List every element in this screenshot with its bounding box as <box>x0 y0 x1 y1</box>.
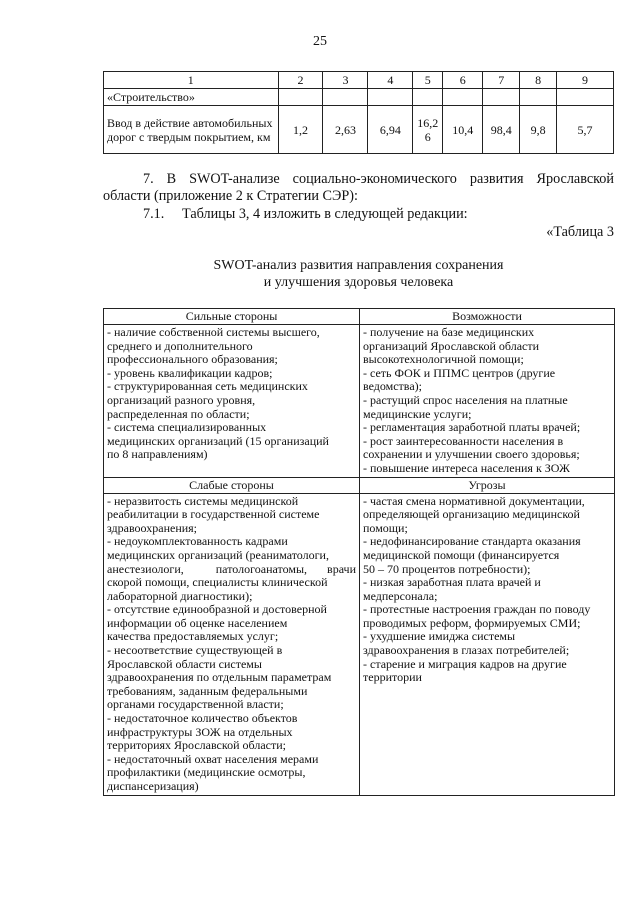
swot-line: - недофинансирование стандарта оказания <box>363 534 581 549</box>
strengths-header: Сильные стороны <box>104 309 360 325</box>
swot-line: - несоответствие существующей в <box>107 643 283 658</box>
swot-line: здравоохранения по отдельным параметрам <box>107 670 332 685</box>
header-cell: 8 <box>520 72 557 89</box>
swot-line: медицинских организаций (15 организаций <box>107 433 329 448</box>
swot-line: распределенная по области; <box>107 406 250 421</box>
swot-line: - недостаточный охват населения мерами <box>107 751 319 766</box>
swot-line: - получение на базе медицинских <box>363 325 535 339</box>
swot-line: - повышение интереса населения к ЗОЖ <box>363 460 570 475</box>
value-cell: 98,4 <box>483 106 520 154</box>
swot-line: - низкая заработная плата врачей и <box>363 575 541 590</box>
weaknesses-header: Слабые стороны <box>104 477 360 493</box>
swot-line: по 8 направлениям) <box>107 447 208 462</box>
swot-line: территориях Ярославской области; <box>107 738 286 753</box>
swot-title: SWOT-анализ развития направления сохранения и улучшения здоровья человека <box>213 258 504 290</box>
swot-line: требованиям, заданным федеральными <box>107 683 308 698</box>
value-cell: 9,8 <box>520 106 557 154</box>
swot-line: - частая смена нормативной документации, <box>363 493 585 508</box>
swot-line: - протестные настроения граждан по поводу <box>363 602 591 617</box>
swot-line: сохранении и улучшении своего здоровья; <box>363 447 580 462</box>
weaknesses-cell <box>104 493 360 795</box>
table-section-row <box>104 89 614 106</box>
indicator-table <box>103 71 614 154</box>
swot-line: диспансеризация) <box>107 779 199 793</box>
swot-line: анестезиологи, патологоанатомы, врачи <box>107 561 356 576</box>
opportunities-header: Возможности <box>360 309 615 325</box>
header-cell: 5 <box>413 72 443 89</box>
swot-line: медицинской помощи (финансируется <box>363 547 560 562</box>
swot-line: здравоохранения в глазах потребителей; <box>363 643 570 658</box>
swot-line: - недостаточное количество объектов <box>107 711 298 726</box>
swot-line: определяющей организацию медицинской <box>363 507 580 522</box>
swot-line: - рост заинтересованности населения в <box>363 433 564 448</box>
swot-line: среднего и дополнительного <box>107 338 253 353</box>
section-label: «Строительство» <box>104 89 279 106</box>
header-cell: 7 <box>483 72 520 89</box>
header-cell: 3 <box>323 72 368 89</box>
swot-line: качества предоставляемых услуг; <box>107 629 279 644</box>
header-cell: 6 <box>443 72 483 89</box>
page-number: 25 <box>313 34 327 49</box>
swot-row <box>104 325 615 478</box>
swot-line: - растущий спрос населения на платные <box>363 392 568 407</box>
row-label: Ввод в действие автомобильных дорог с твердым покрытием, км <box>104 106 279 154</box>
swot-line: 50 – 70 процентов потребности); <box>363 561 531 576</box>
swot-line: - регламентация заработной платы врачей; <box>363 420 581 435</box>
swot-line: территории <box>363 670 422 685</box>
value-cell: 2,63 <box>323 106 368 154</box>
swot-line: профилактики (медицинские осмотры, <box>107 765 306 780</box>
swot-line: организаций разного уровня, <box>107 392 256 407</box>
swot-line: организаций Ярославской области <box>363 338 540 353</box>
swot-line: - уровень квалификации кадров; <box>107 365 273 380</box>
swot-line: ведомства); <box>363 379 422 394</box>
swot-header-row <box>104 309 615 325</box>
swot-header-row <box>104 477 615 493</box>
swot-line: здравоохранения; <box>107 520 198 535</box>
swot-line: Ярославской области системы <box>107 656 262 671</box>
header-cell: 9 <box>557 72 614 89</box>
value-cell: 5,7 <box>557 106 614 154</box>
swot-table <box>103 308 615 796</box>
swot-line: информации об оценке населением <box>107 615 288 630</box>
swot-line: медицинские услуги; <box>363 406 472 421</box>
swot-line: проводимых реформ, формируемых СМИ; <box>363 615 581 630</box>
swot-line: - сеть ФОК и ППМС центров (другие <box>363 365 556 380</box>
table-caption: «Таблица 3 <box>546 224 614 240</box>
value-cell: 1,2 <box>278 106 323 154</box>
swot-line: профессионального образования; <box>107 352 278 367</box>
swot-row <box>104 493 615 795</box>
threats-cell <box>360 493 615 795</box>
swot-line: лабораторной диагностики); <box>107 588 253 603</box>
table-header-row <box>104 72 614 89</box>
header-cell: 2 <box>278 72 323 89</box>
swot-line: помощи; <box>363 520 408 535</box>
threats-header: Угрозы <box>360 477 615 493</box>
swot-line: скорой помощи, специалисты клинической <box>107 575 328 590</box>
header-cell: 4 <box>368 72 413 89</box>
opportunities-cell <box>360 325 615 478</box>
paragraph-7: 7. В SWOT-анализе социально-экономического развития Ярославской области (приложение 2 к Стратегии СЭР): <box>103 171 614 204</box>
strengths-cell <box>104 325 360 478</box>
swot-line: - система специализированных <box>107 420 267 435</box>
swot-line: - отсутствие единообразной и достоверной <box>107 602 327 617</box>
header-cell: 1 <box>104 72 279 89</box>
swot-line: - старение и миграция кадров на другие <box>363 656 567 671</box>
swot-line: органами государственной власти; <box>107 697 284 712</box>
swot-line: медперсонала; <box>363 588 438 603</box>
swot-line: - ухудшение имиджа системы <box>363 629 516 644</box>
swot-line: - структурированная сеть медицинских <box>107 379 308 394</box>
table-row <box>104 106 614 154</box>
swot-line: - наличие собственной системы высшего, <box>107 325 320 339</box>
swot-line: реабилитации в государственной системе <box>107 507 320 522</box>
value-cell: 16,2 6 <box>413 106 443 154</box>
swot-line: медицинских организаций (реаниматологи, <box>107 547 329 562</box>
paragraph-7-1: 7.1. Таблицы 3, 4 изложить в следующей редакции: <box>143 206 468 222</box>
value-cell: 10,4 <box>443 106 483 154</box>
swot-line: инфраструктуры ЗОЖ на отдельных <box>107 724 293 739</box>
swot-line: высокотехнологичной помощи; <box>363 352 524 367</box>
swot-line: - недоукомплектованность кадрами <box>107 534 288 549</box>
swot-line: - неразвитость системы медицинской <box>107 493 299 508</box>
value-cell: 6,94 <box>368 106 413 154</box>
